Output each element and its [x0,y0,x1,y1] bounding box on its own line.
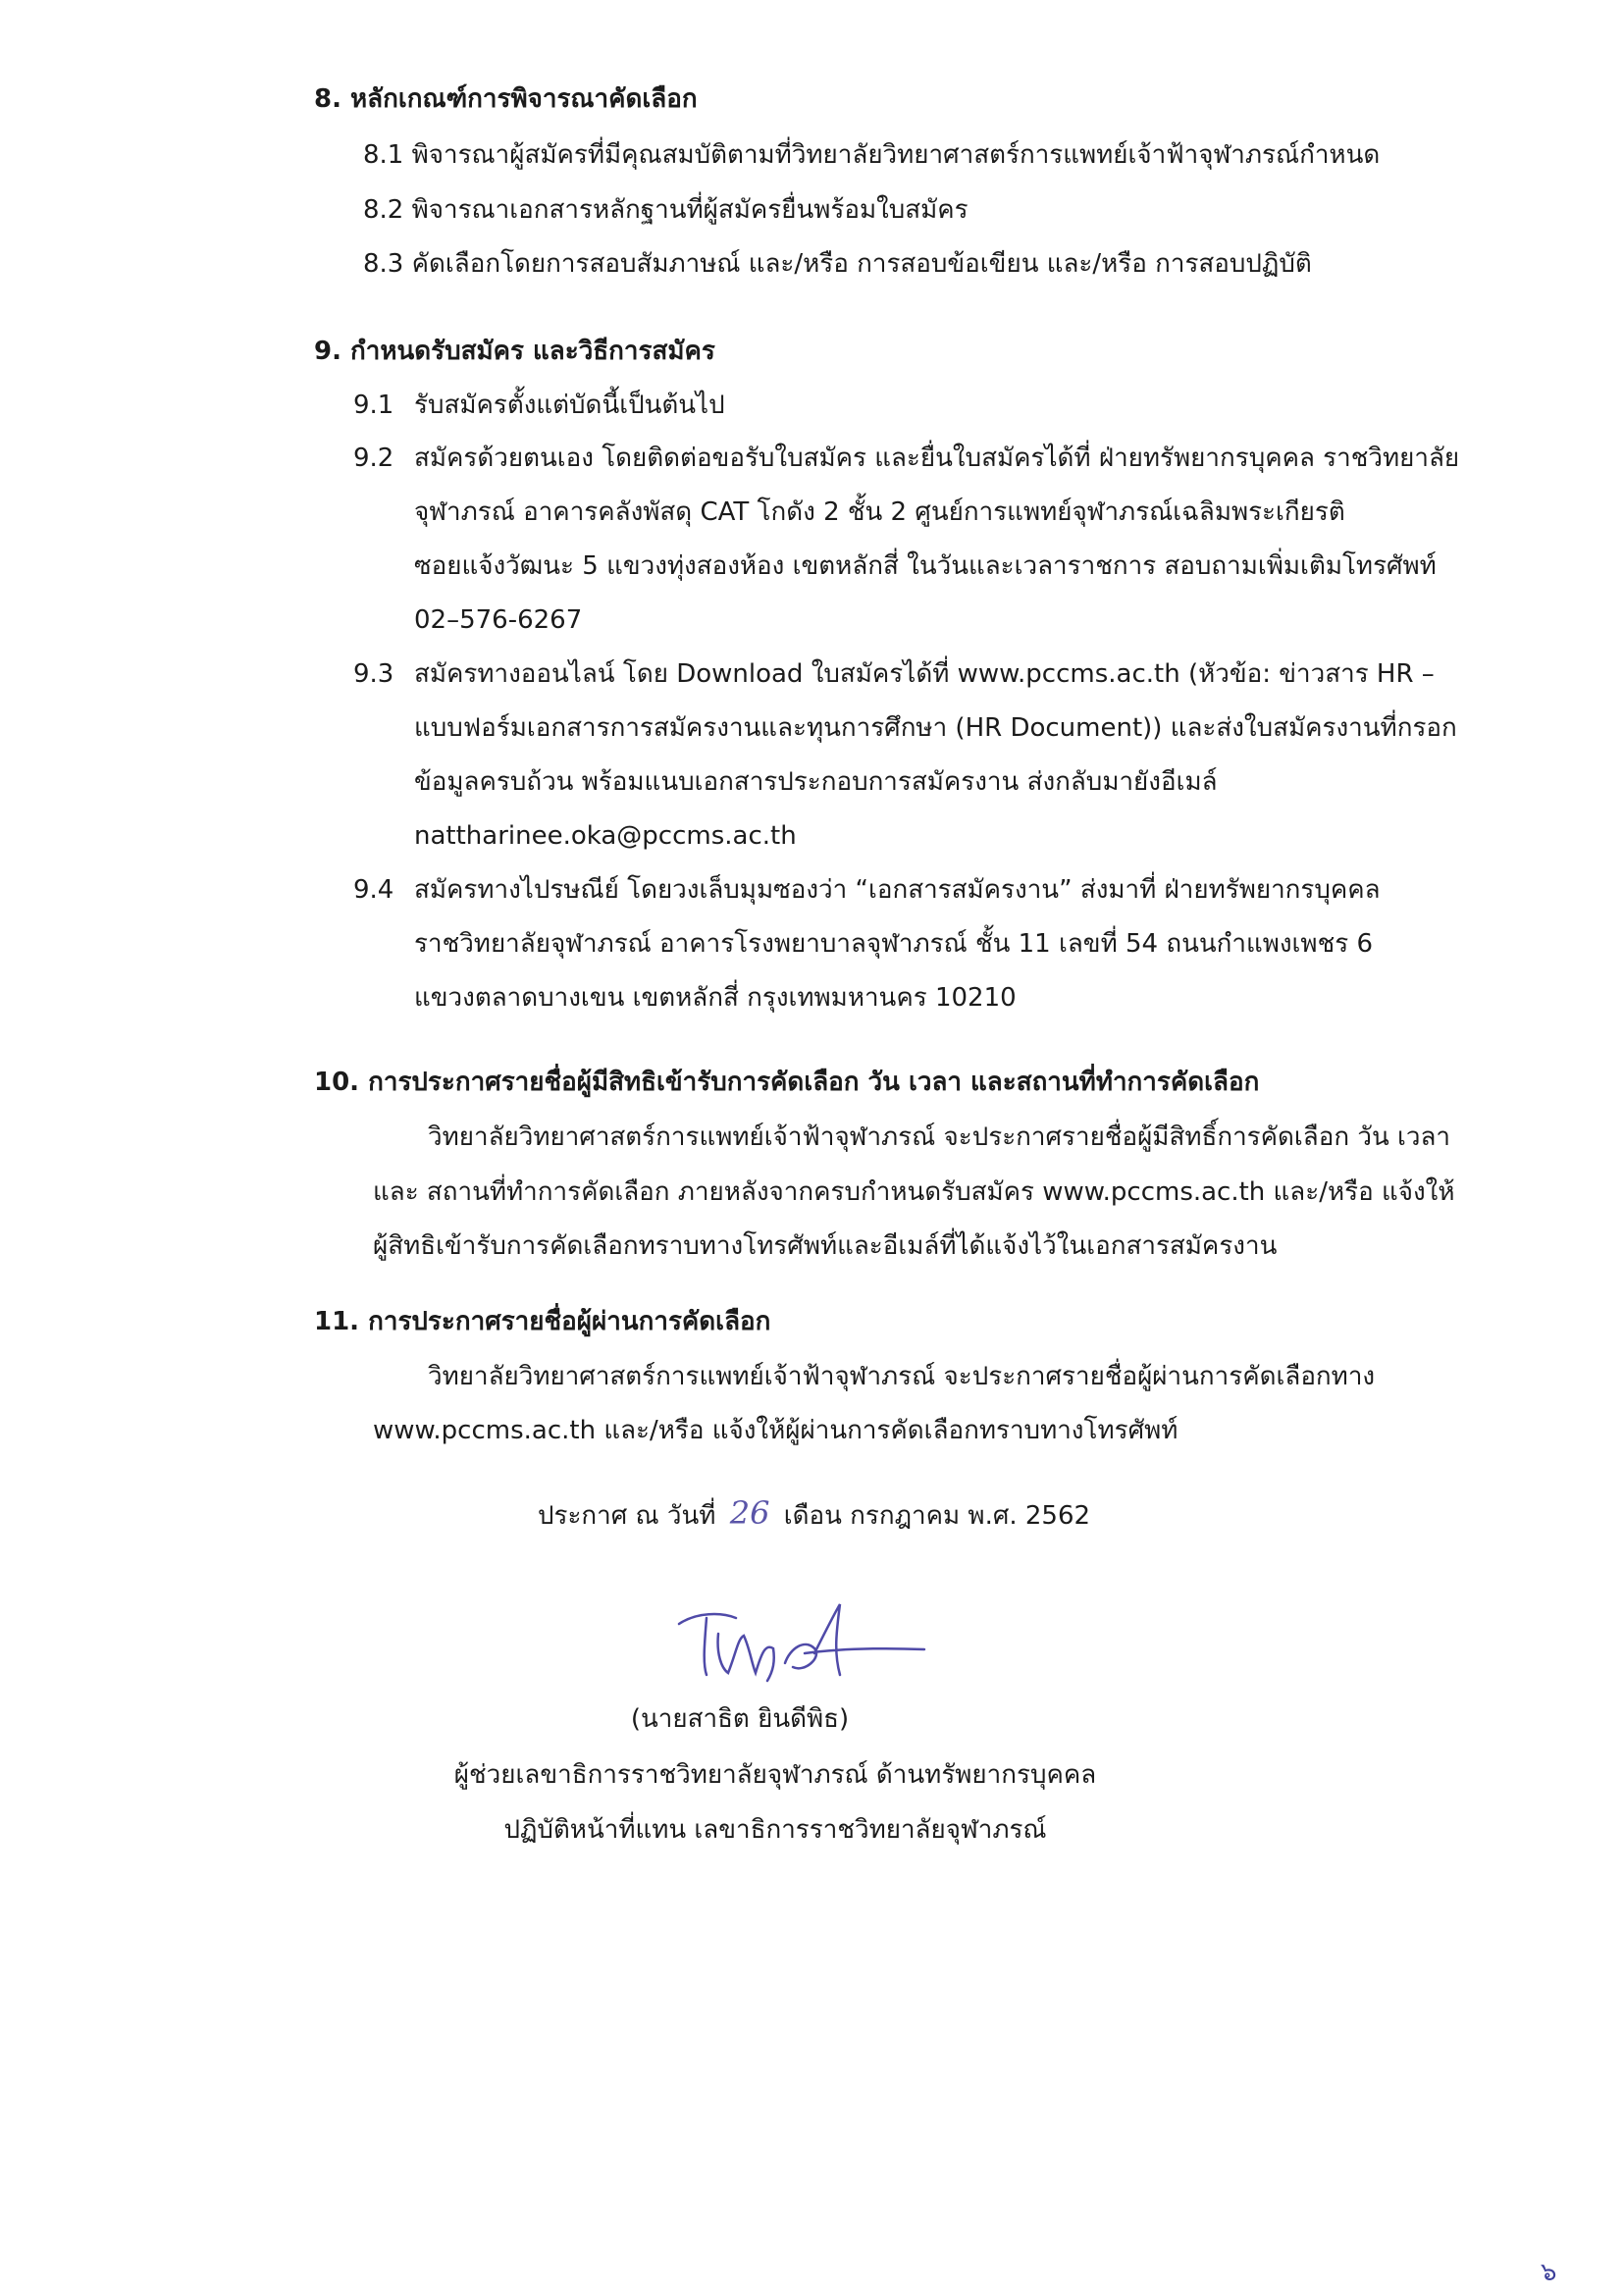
section-9-item-1-text: รับสมัครตั้งแต่บัดนี้เป็นต้นไป [414,391,725,420]
section-9-item-4-line-1: สมัครทางไปรษณีย์ โดยวงเล็บมุมซองว่า “เอกสารสมัครงาน” ส่งมาที่ ฝ่ายทรัพยากรบุคคล [414,875,1381,905]
section-11-heading: 11. การประกาศรายชื่อผู้ผ่านการคัดเลือก [314,1307,771,1336]
section-11-para-line-1: วิทยาลัยวิทยาศาสตร์การแพทย์เจ้าฟ้าจุฬาภรณ์ จะประกาศรายชื่อผู้ผ่านการคัดเลือกทาง [428,1362,1376,1391]
announcement-suffix: เดือน กรกฎาคม พ.ศ. 2562 [783,1501,1091,1531]
section-9-item-1-number: 9.1 [353,391,394,420]
section-11-para-line-2: www.pccms.ac.th และ/หรือ แจ้งให้ผู้ผ่านการคัดเลือกทราบทางโทรศัพท์ [373,1416,1178,1445]
announcement-prefix: ประกาศ ณ วันที่ [538,1501,716,1531]
section-9-item-4-line-2: ราชวิทยาลัยจุฬาภรณ์ อาคารโรงพยาบาลจุฬาภรณ์ ชั้น 11 เลขที่ 54 ถนนกำแพงเพชร 6 [414,929,1373,959]
section-9-item-4-number: 9.4 [353,875,394,905]
signature-image [667,1594,932,1693]
section-8-heading: 8. หลักเกณฑ์การพิจารณาคัดเลือก [314,84,698,114]
signatory-title-2: ปฏิบัติหน้าที่แทน เลขาธิการราชวิทยาลัยจุฬาภรณ์ [503,1815,1047,1845]
section-9-item-3-line-1: สมัครทางออนไลน์ โดย Download ใบสมัครได้ที่ www.pccms.ac.th (หัวข้อ: ข่าวสาร HR – [414,659,1435,689]
section-10-para-line-2: และ สถานที่ทำการคัดเลือก ภายหลังจากครบกำหนดรับสมัคร www.pccms.ac.th และ/หรือ แจ้งให้ [373,1177,1455,1207]
page-number: ๖ [1541,2258,1557,2287]
section-8-item-2: 8.2 พิจารณาเอกสารหลักฐานที่ผู้สมัครยื่นพร้อมใบสมัคร [363,195,969,225]
section-9-item-3-number: 9.3 [353,659,394,689]
section-8-item-1: 8.1 พิจารณาผู้สมัครที่มีคุณสมบัติตามที่วิทยาลัยวิทยาศาสตร์การแพทย์เจ้าฟ้าจุฬาภรณ์กำหนด [363,140,1381,170]
section-10-heading: 10. การประกาศรายชื่อผู้มีสิทธิเข้ารับการคัดเลือก วัน เวลา และสถานที่ทำการคัดเลือก [314,1068,1260,1097]
section-9-item-2-line-3: ซอยแจ้งวัฒนะ 5 แขวงทุ่งสองห้อง เขตหลักสี่ ในวันและเวลาราชการ สอบถามเพิ่มเติมโทรศัพท์ [414,551,1437,581]
section-9-item-2-line-2: จุฬาภรณ์ อาคารคลังพัสดุ CAT โกดัง 2 ชั้น 2 ศูนย์การแพทย์จุฬาภรณ์เฉลิมพระเกียรติ [414,497,1345,527]
section-9-item-3-email: nattharinee.oka@pccms.ac.th [414,821,797,851]
section-9-item-2-number: 9.2 [353,444,394,473]
signatory-name: (นายสาธิต ยินดีพิธ) [630,1704,850,1734]
section-9-item-2-line-4: 02–576-6267 [414,605,583,635]
signatory-title-1: ผู้ช่วยเลขาธิการราชวิทยาลัยจุฬาภรณ์ ด้านทรัพยากรบุคคล [453,1760,1097,1790]
section-10-para-line-3: ผู้สิทธิเข้ารับการคัดเลือกทราบทางโทรศัพท์และอีเมล์ที่ได้แจ้งไว้ในเอกสารสมัครงาน [373,1231,1278,1261]
section-9-item-3-line-2: แบบฟอร์มเอกสารการสมัครงานและทุนการศึกษา (HR Document)) และส่งใบสมัครงานที่กรอก [414,713,1457,743]
handwritten-day: 26 [729,1494,770,1532]
section-8-item-3: 8.3 คัดเลือกโดยการสอบสัมภาษณ์ และ/หรือ การสอบข้อเขียน และ/หรือ การสอบปฏิบัติ [363,249,1312,279]
announcement-date [538,1494,1090,1532]
section-9-item-2-line-1: สมัครด้วยตนเอง โดยติดต่อขอรับใบสมัคร และยื่นใบสมัครได้ที่ ฝ่ายทรัพยากรบุคคล ราชวิทยาลัย [414,444,1460,473]
section-10-para-line-1: วิทยาลัยวิทยาศาสตร์การแพทย์เจ้าฟ้าจุฬาภรณ์ จะประกาศรายชื่อผู้มีสิทธิ์การคัดเลือก วัน เวลา [428,1122,1451,1152]
section-9-heading: 9. กำหนดรับสมัคร และวิธีการสมัคร [314,337,715,366]
section-9-item-4-line-3: แขวงตลาดบางเขน เขตหลักสี่ กรุงเทพมหานคร 10210 [414,983,1017,1013]
section-9-item-3-line-3: ข้อมูลครบถ้วน พร้อมแนบเอกสารประกอบการสมัครงาน ส่งกลับมายังอีเมล์ [414,767,1218,797]
